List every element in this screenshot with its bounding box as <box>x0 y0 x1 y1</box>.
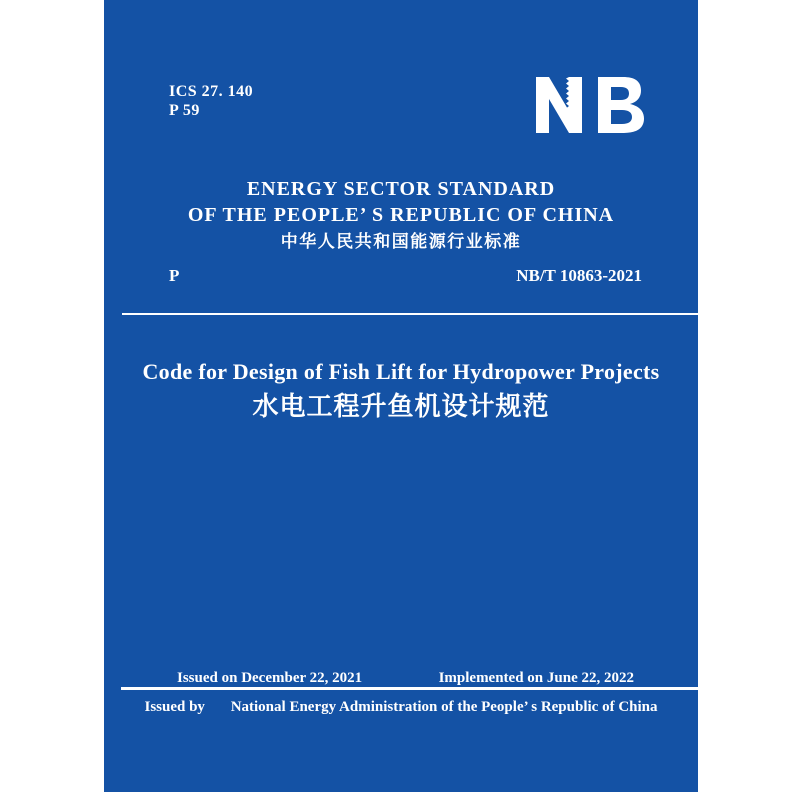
nb-logo-graphic <box>536 77 644 133</box>
standard-name-en-line1: ENERGY SECTOR STANDARD <box>246 178 556 200</box>
document-number-row <box>169 266 642 286</box>
title-english: Code for Design of Fish Lift for Hydropower Projects <box>142 359 660 384</box>
footer-divider-line <box>121 687 698 690</box>
implemented-on-date: Implemented on June 22, 2022 <box>438 670 634 686</box>
ics-block <box>169 82 253 120</box>
issued-by-row <box>104 698 698 716</box>
dates-row <box>177 669 634 687</box>
standard-name-block <box>104 176 698 255</box>
title-chinese: 水电工程升鱼机设计规范 <box>252 392 550 421</box>
issued-on-date: Issued on December 22, 2021 <box>177 670 363 686</box>
standard-name-en-line2: OF THE PEOPLE’ S REPUBLIC OF CHINA <box>187 204 615 226</box>
issued-by-label: Issued by <box>144 699 205 715</box>
doc-class: P <box>169 266 180 285</box>
ics-code: ICS 27. 140 <box>169 83 254 100</box>
nb-logo-icon <box>536 77 644 133</box>
classification-code: P 59 <box>169 102 200 119</box>
header-divider-line <box>122 313 698 315</box>
standard-number: NB/T 10863-2021 <box>516 266 642 285</box>
issued-by-value: National Energy Administration of the People’ s Republic of China <box>230 699 658 715</box>
cover-panel <box>104 0 698 792</box>
standard-name-cn: 中华人民共和国能源行业标准 <box>280 232 522 251</box>
